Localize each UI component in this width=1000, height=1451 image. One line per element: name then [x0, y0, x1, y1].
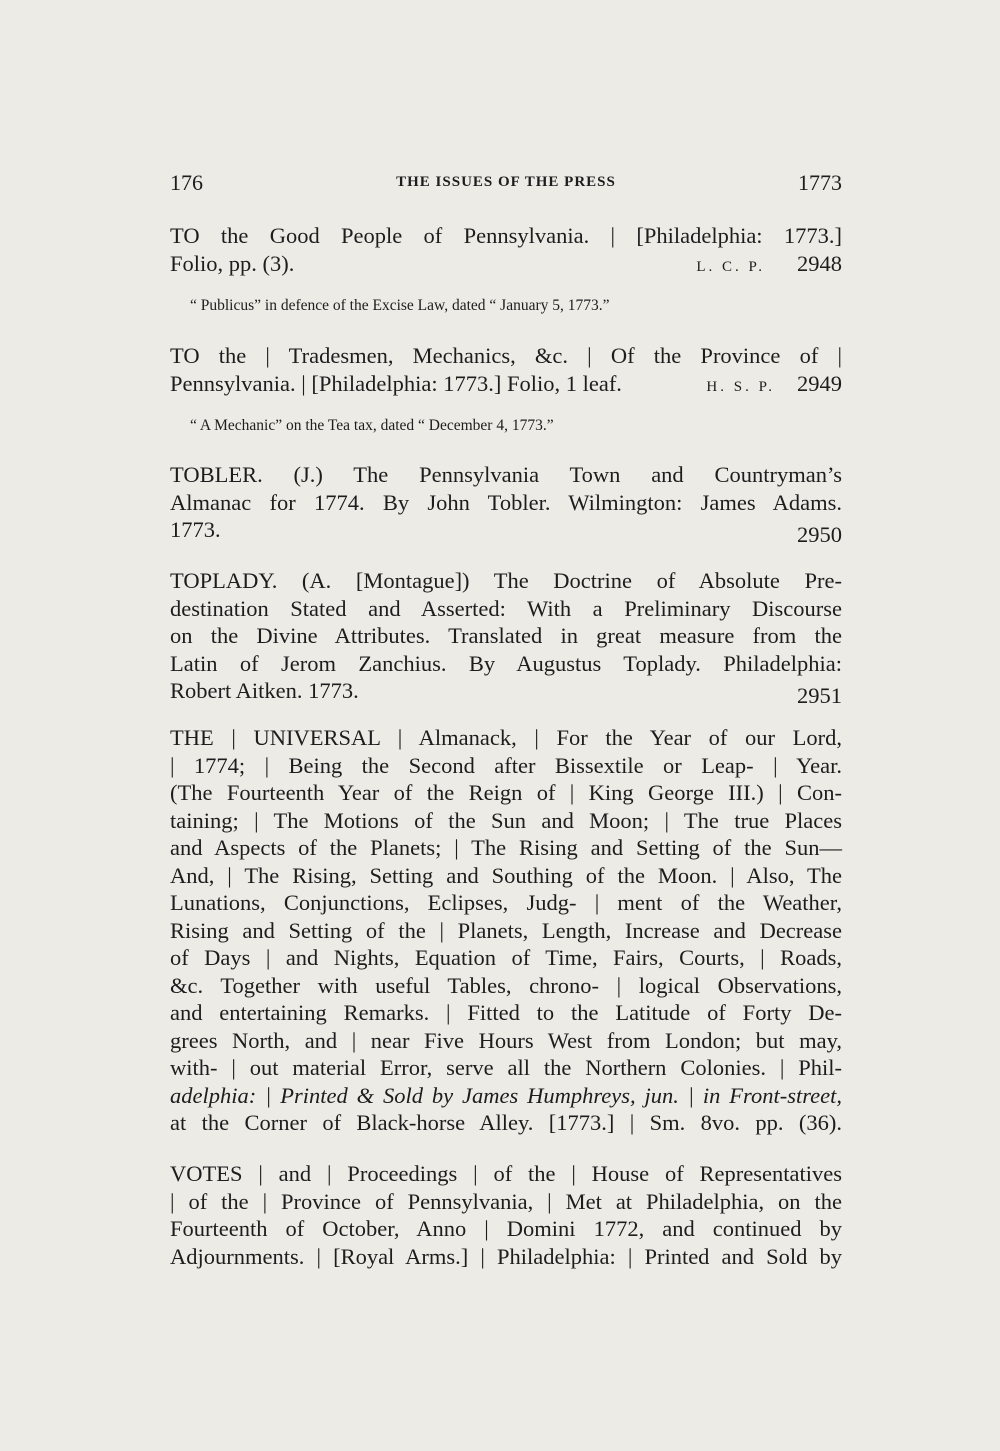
- universal-line: at the Corner of Black-horse Alley. [1773.] | Sm. 8vo. pp. (36).: [170, 1110, 842, 1135]
- entry-2949-line-1: TO the | Tradesmen, Mechanics, &c. | Of the Province of |: [170, 343, 842, 368]
- entry-2950-number: 2950: [797, 522, 842, 547]
- entry-2950-year: 1773.: [170, 517, 221, 542]
- entry-2948-note: “ Publicus” in defence of the Excise Law, dated “ January 5, 1773.”: [190, 297, 610, 314]
- entry-2950-line-3: [170, 516, 842, 547]
- entry-2950: [170, 461, 842, 549]
- votes-line: | of the | Province of Pennsylvania, | Met at Philadelphia, on the: [170, 1188, 842, 1214]
- entry-2950-line-1: TOBLER. (J.) The Pennsylvania Town and Countryman’s: [170, 462, 842, 487]
- entry-2948-line-1: TO the Good People of Pennsylvania. | [Philadelphia: 1773.]: [170, 223, 842, 248]
- page-header: [170, 170, 842, 200]
- universal-line: and Aspects of the Planets; | The Rising and Setting of the Sun—: [170, 835, 842, 860]
- universal-line: with- | out material Error, serve all the Northern Colonies. | Phil-: [170, 1055, 842, 1080]
- votes-line: Adjournments. | [Royal Arms.] | Philadelphia: | Printed and Sold by: [170, 1243, 842, 1269]
- entry-2951: [170, 567, 842, 710]
- entry-2948-format: Folio, pp. (3).: [170, 250, 295, 276]
- entry-2948-location: L. C. P.: [696, 258, 765, 275]
- entry-2949-number: 2949: [797, 370, 842, 396]
- entry-2951-number: 2951: [797, 683, 842, 708]
- running-title: THE ISSUES OF THE PRESS: [396, 174, 616, 190]
- universal-line: Lunations, Conjunctions, Eclipses, Judg- | ment of the Weather,: [170, 890, 842, 915]
- entry-2949: [170, 342, 842, 401]
- header-year: 1773: [798, 170, 842, 195]
- votes-line: Fourteenth of October, Anno | Domini 1772, and continued by: [170, 1216, 842, 1241]
- votes-line: VOTES | and | Proceedings | of the | House of Representatives: [170, 1161, 842, 1186]
- universal-line: adelphia: | Printed & Sold by James Humphreys, jun. | in Front-street,: [170, 1082, 842, 1108]
- universal-line: and entertaining Remarks. | Fitted to the Latitude of Forty De-: [170, 1000, 842, 1025]
- entry-votes: [170, 1160, 842, 1270]
- universal-line: grees North, and | near Five Hours West from London; but may,: [170, 1027, 842, 1053]
- universal-line: taining; | The Motions of the Sun and Moon; | The true Places: [170, 807, 842, 833]
- entry-2948-number: 2948: [797, 250, 842, 276]
- page-number: 176: [170, 170, 203, 195]
- entry-2948-line-2: [170, 250, 842, 278]
- entry-2949-note: “ A Mechanic” on the Tea tax, dated “ December 4, 1773.”: [190, 417, 554, 434]
- entry-2951-imprint: Robert Aitken. 1773.: [170, 678, 359, 703]
- entry-2949-location: H. S. P.: [706, 378, 775, 395]
- entry-2950-line-2: Almanac for 1774. By John Tobler. Wilmington: James Adams.: [170, 489, 842, 515]
- universal-line: And, | The Rising, Setting and Southing of the Moon. | Also, The: [170, 862, 842, 888]
- universal-line: of Days | and Nights, Equation of Time, Fairs, Courts, | Roads,: [170, 945, 842, 970]
- entry-2951-line-3: on the Divine Attributes. Translated in great measure from the: [170, 623, 842, 648]
- entry-2951-line-2: destination Stated and Asserted: With a Preliminary Discourse: [170, 595, 842, 621]
- entry-2949-imprint: Pennsylvania. | [Philadelphia: 1773.] Folio, 1 leaf.: [170, 370, 622, 396]
- entry-2948: [170, 222, 842, 281]
- entry-2951-line-5: [170, 677, 842, 708]
- universal-line: &c. Together with useful Tables, chrono- | logical Observations,: [170, 972, 842, 998]
- universal-line: Rising and Setting of the | Planets, Length, Increase and Decrease: [170, 917, 842, 943]
- entry-2951-line-4: Latin of Jerom Zanchius. By Augustus Toplady. Philadelphia:: [170, 650, 842, 676]
- entry-2949-line-2: [170, 370, 842, 398]
- universal-line: THE | UNIVERSAL | Almanack, | For the Year of our Lord,: [170, 725, 842, 750]
- universal-line: (The Fourteenth Year of the Reign of | King George III.) | Con-: [170, 780, 842, 805]
- entry-universal-almanack: [170, 724, 842, 1137]
- universal-line: | 1774; | Being the Second after Bissextile or Leap- | Year.: [170, 752, 842, 778]
- entry-2951-line-1: TOPLADY. (A. [Montague]) The Doctrine of Absolute Pre-: [170, 568, 842, 593]
